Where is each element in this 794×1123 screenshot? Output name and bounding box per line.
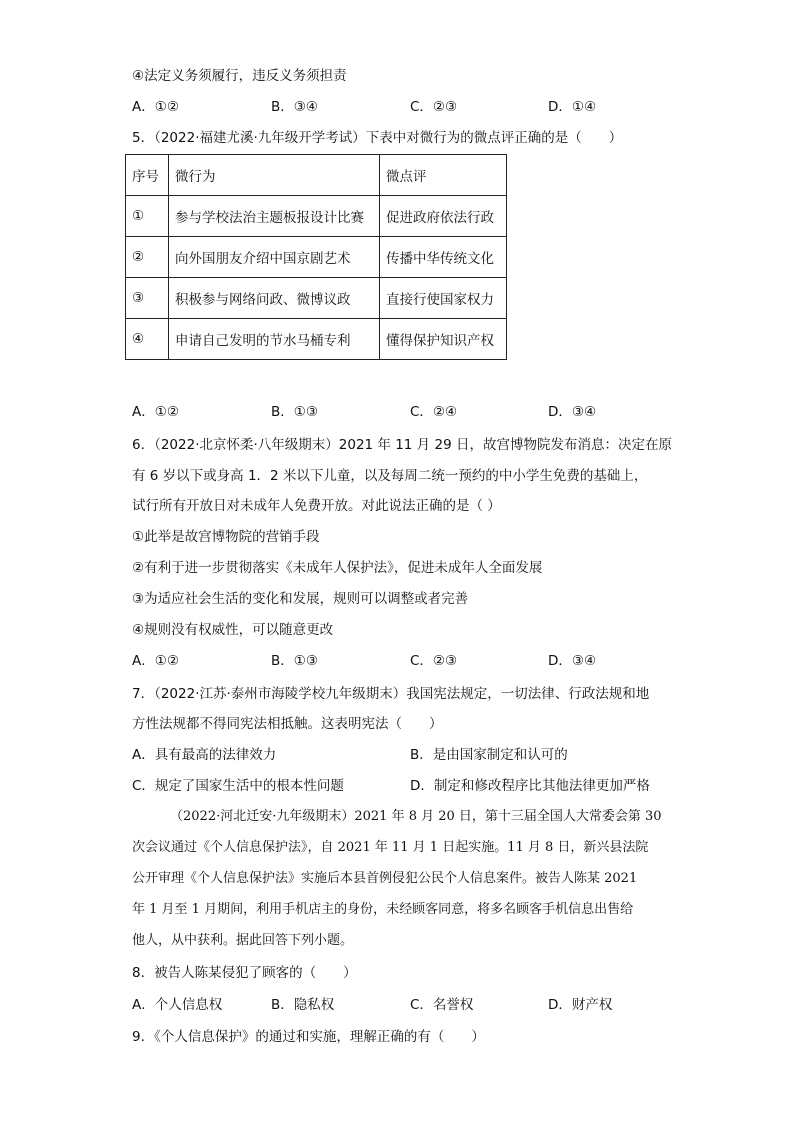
- table-cell: 积极参与网络问政、微博议政: [169, 278, 380, 319]
- passage-line-4: 年 1 月至 1 月期间，利用手机店主的身份，未经顾客同意，将多名顾客手机信息出售给: [132, 902, 634, 917]
- table-cell: 促进政府依法行政: [380, 196, 507, 237]
- table-row: [126, 319, 507, 360]
- q6-option-b: B．①③: [271, 653, 318, 669]
- table-cell: 参与学校法治主题板报设计比赛: [169, 196, 380, 237]
- table-cell: ④: [126, 319, 169, 360]
- q8-option-b: B．隐私权: [271, 997, 335, 1013]
- passage-line-3: 公开审理《个人信息保护法》实施后本县首例侵犯公民个人信息案件。被告人陈某 2021: [132, 871, 638, 886]
- header-comment: 微点评: [380, 155, 507, 196]
- q5-option-b: B．①③: [271, 404, 318, 420]
- q4-option-d: D．①④: [548, 99, 597, 115]
- table-cell: 直接行使国家权力: [380, 278, 507, 319]
- question-8-stem: 8．被告人陈某侵犯了顾客的（ ）: [132, 965, 357, 981]
- question-6-stem-line-1: 6．（2022·北京怀柔·八年级期末）2021 年 11 月 29 日，故宫博物院发布消息：决定在原: [132, 437, 672, 453]
- q8-option-a: A．个人信息权: [132, 997, 223, 1013]
- q5-option-c: C．②④: [410, 404, 458, 420]
- q6-item-3: ③为适应社会生活的变化和发展，规则可以调整或者完善: [132, 591, 469, 607]
- q6-option-d: D．③④: [548, 653, 597, 669]
- q5-option-a: A．①②: [132, 404, 179, 420]
- q6-option-c: C．②③: [410, 653, 458, 669]
- q6-item-1: ①此举是故宫博物院的营销手段: [132, 529, 320, 545]
- q7-option-b: B．是由国家制定和认可的: [410, 747, 568, 763]
- table-cell: ③: [126, 278, 169, 319]
- question-6-stem-line-2: 有 6 岁以下或身高 1．2 米以下儿童，以及每周二统一预约的中小学生免费的基础上，: [132, 468, 648, 484]
- header-number: 序号: [126, 155, 169, 196]
- passage-line-5: 他人，从中获利。据此回答下列小题。: [132, 933, 354, 948]
- q8-option-c: C．名誉权: [410, 997, 474, 1013]
- header-behavior: 微行为: [169, 155, 380, 196]
- question-5-table: [125, 154, 507, 360]
- q7-option-c: C．规定了国家生活中的根本性问题: [132, 778, 344, 794]
- table-cell: ①: [126, 196, 169, 237]
- q4-option-b: B．③④: [271, 99, 318, 115]
- table-header-row: [126, 155, 507, 196]
- question-5-stem: 5．（2022·福建尤溪·九年级开学考试）下表中对微行为的微点评正确的是（ ）: [132, 130, 623, 146]
- table-row: [126, 278, 507, 319]
- q6-option-a: A．①②: [132, 653, 179, 669]
- passage-line-1: （2022·河北迁安·九年级期末）2021 年 8 月 20 日，第十三届全国人大常委会第 30: [170, 809, 662, 824]
- question-7-stem-line-1: 7．（2022·江苏·泰州市海陵学校九年级期末）我国宪法规定，一切法律、行政法规和地: [132, 686, 650, 702]
- q6-item-2: ②有利于进一步贯彻落实《未成年人保护法》，促进未成年人全面发展: [132, 560, 543, 576]
- q7-option-d: D．制定和修改程序比其他法律更加严格: [410, 778, 650, 794]
- passage-line-2: 次会议通过《个人信息保护法》，自 2021 年 11 月 1 日起实施。11 月 8 日，新兴县法院: [132, 840, 649, 855]
- q6-item-4: ④规则没有权威性，可以随意更改: [132, 622, 334, 638]
- question-6-stem-line-3: 试行所有开放日对未成年人免费开放。对此说法正确的是（ ）: [132, 498, 501, 514]
- q8-option-d: D．财产权: [548, 997, 613, 1013]
- table-cell: 向外国朋友介绍中国京剧艺术: [169, 237, 380, 278]
- table-row: [126, 196, 507, 237]
- table-cell: 申请自己发明的节水马桶专利: [169, 319, 380, 360]
- question-7-stem-line-2: 方性法规都不得同宪法相抵触。这表明宪法（ ）: [132, 716, 443, 732]
- q7-option-a: A．具有最高的法律效力: [132, 747, 277, 763]
- q4-option-a: A．①②: [132, 99, 179, 115]
- question-9-stem: 9．《个人信息保护》的通过和实施，理解正确的有（ ）: [132, 1029, 485, 1045]
- q4-option-c: C．②③: [410, 99, 458, 115]
- table-cell: 传播中华传统文化: [380, 237, 507, 278]
- table-row: [126, 237, 507, 278]
- table-cell: 懂得保护知识产权: [380, 319, 507, 360]
- question-4-item-4: ④法定义务须履行，违反义务须担责: [132, 68, 347, 84]
- q5-option-d: D．③④: [548, 404, 597, 420]
- table-cell: ②: [126, 237, 169, 278]
